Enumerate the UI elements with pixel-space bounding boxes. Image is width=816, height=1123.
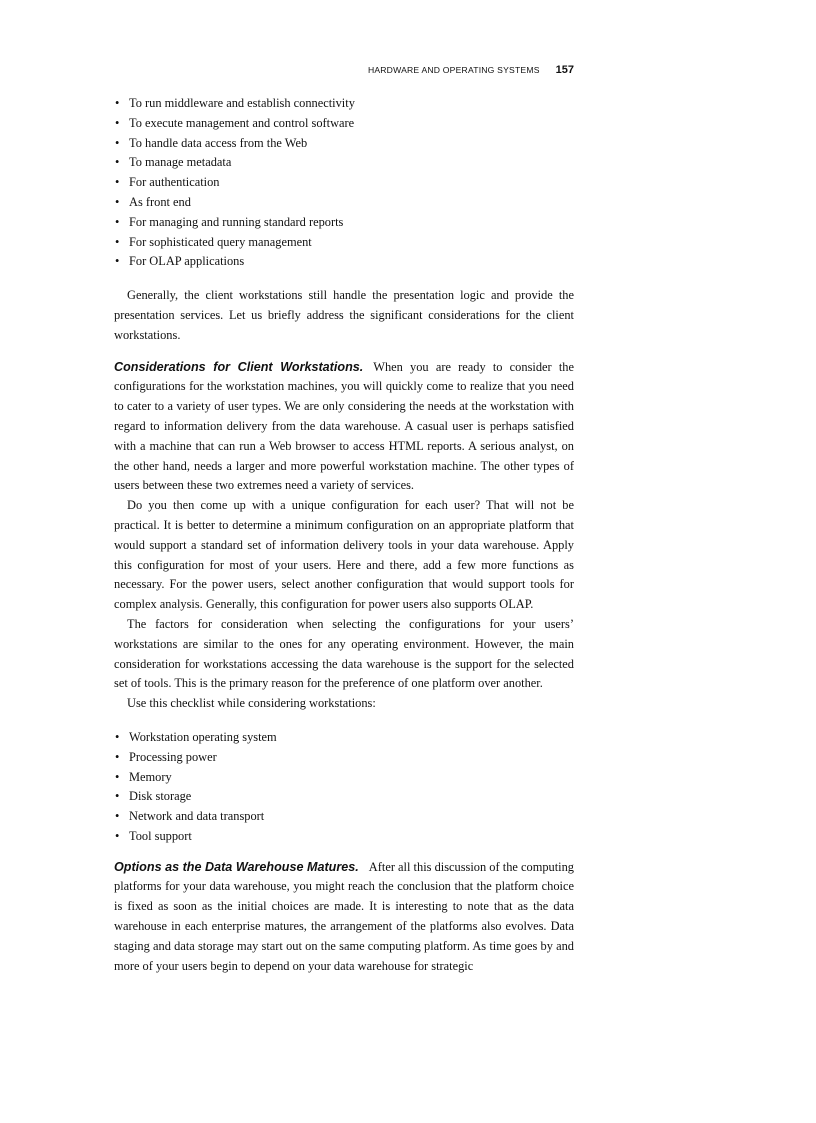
running-title: HARDWARE AND OPERATING SYSTEMS [367,65,540,75]
bullet-icon: • [115,155,120,170]
list-item: • Tool support [114,827,574,847]
bullet-icon: • [115,214,120,229]
spacer [114,346,574,358]
list-item: • To execute management and control software [114,114,574,134]
list-item: • For authentication [114,173,574,193]
bullet-icon: • [115,135,120,150]
list-item: • As front end [114,193,574,213]
list-item: • Disk storage [114,787,574,807]
bullet-icon: • [115,234,120,249]
bullet-icon: • [115,194,120,209]
bullet-icon: • [115,789,120,804]
list-item: • To run middleware and establish connectivity [114,94,574,114]
paragraph: Do you then come up with a unique configuration for each user? That will not be practical. It is better to determine a minimum configuration on an appropriate platform that would support a standard set of information delivery tools in your data warehouse. Apply this configuration for most of your users. Here and there, add a few more functions as necessary. For the power users, select another configuration that would support tools for complex analysis. Generally, this configuration for power users also supports OLAP. [114,498,574,612]
workstation-checklist [114,728,574,847]
section-heading-client-workstations: Considerations for Client Workstations. [114,359,364,374]
running-header [114,64,574,76]
bullet-icon: • [115,175,120,190]
list-item: • To manage metadata [114,153,574,173]
list-item: • Memory [114,768,574,788]
list-item: • For OLAP applications [114,252,574,272]
body-text [114,94,574,976]
bullet-icon: • [115,729,120,744]
bullet-icon: • [115,749,120,764]
workstation-uses-list [114,94,574,272]
bullet-icon: • [115,828,120,843]
section-heading-warehouse-matures: Options as the Data Warehouse Matures. [114,859,359,874]
list-item: • Workstation operating system [114,728,574,748]
page-number: 157 [555,64,574,76]
bullet-icon: • [115,254,120,269]
list-item: • Network and data transport [114,807,574,827]
paragraph: The factors for consideration when selecting the configurations for your users’ workstations are similar to the ones for any operating environment. However, the main consideration for workstations accessing the data warehouse is the support for the selected set of tools. This is the primary reason for the preference of one platform over another. [114,616,574,691]
paragraph-generally: Generally, the client workstations still handle the presentation logic and provide the presentation services. Let us briefly address the significant considerations for the client workstations. [114,288,574,342]
paragraph-considerations: Considerations for Client Workstations. When you are ready to consider the configurations for the workstation machines, you will quickly come to realize that you need to cater to a variety of user types. We are only considering the needs at the workstation with regard to information delivery from the data warehouse. A casual user is perhaps satisfied with a machine that can run a Web browser to access HTML reports. A serious analyst, on the other hand, needs a larger and more powerful workstation machine. The other types of users between these two extremes need a variety of services. [114,359,574,493]
bullet-icon: • [115,769,120,784]
bullet-icon: • [115,809,120,824]
bullet-icon: • [115,96,120,110]
paragraph-options: Options as the Data Warehouse Matures. After all this discussion of the computing platforms for your data warehouse, you might reach the conclusion that the platform choice is fixed as soon as the initial choices are made. It is interesting to note that as the data warehouse in each enterprise matures, the arrangement of the platforms also evolves. Data staging and data storage may start out on the same computing platform. As time goes by and more of your users begin to depend on your data warehouse for strategic [114,859,574,973]
list-item: • For sophisticated query management [114,233,574,253]
list-item: • Processing power [114,748,574,768]
list-item: • To handle data access from the Web [114,134,574,154]
paragraph: Use this checklist while considering workstations: [127,696,376,711]
list-item: • For managing and running standard reports [114,213,574,233]
bullet-icon: • [115,115,120,130]
